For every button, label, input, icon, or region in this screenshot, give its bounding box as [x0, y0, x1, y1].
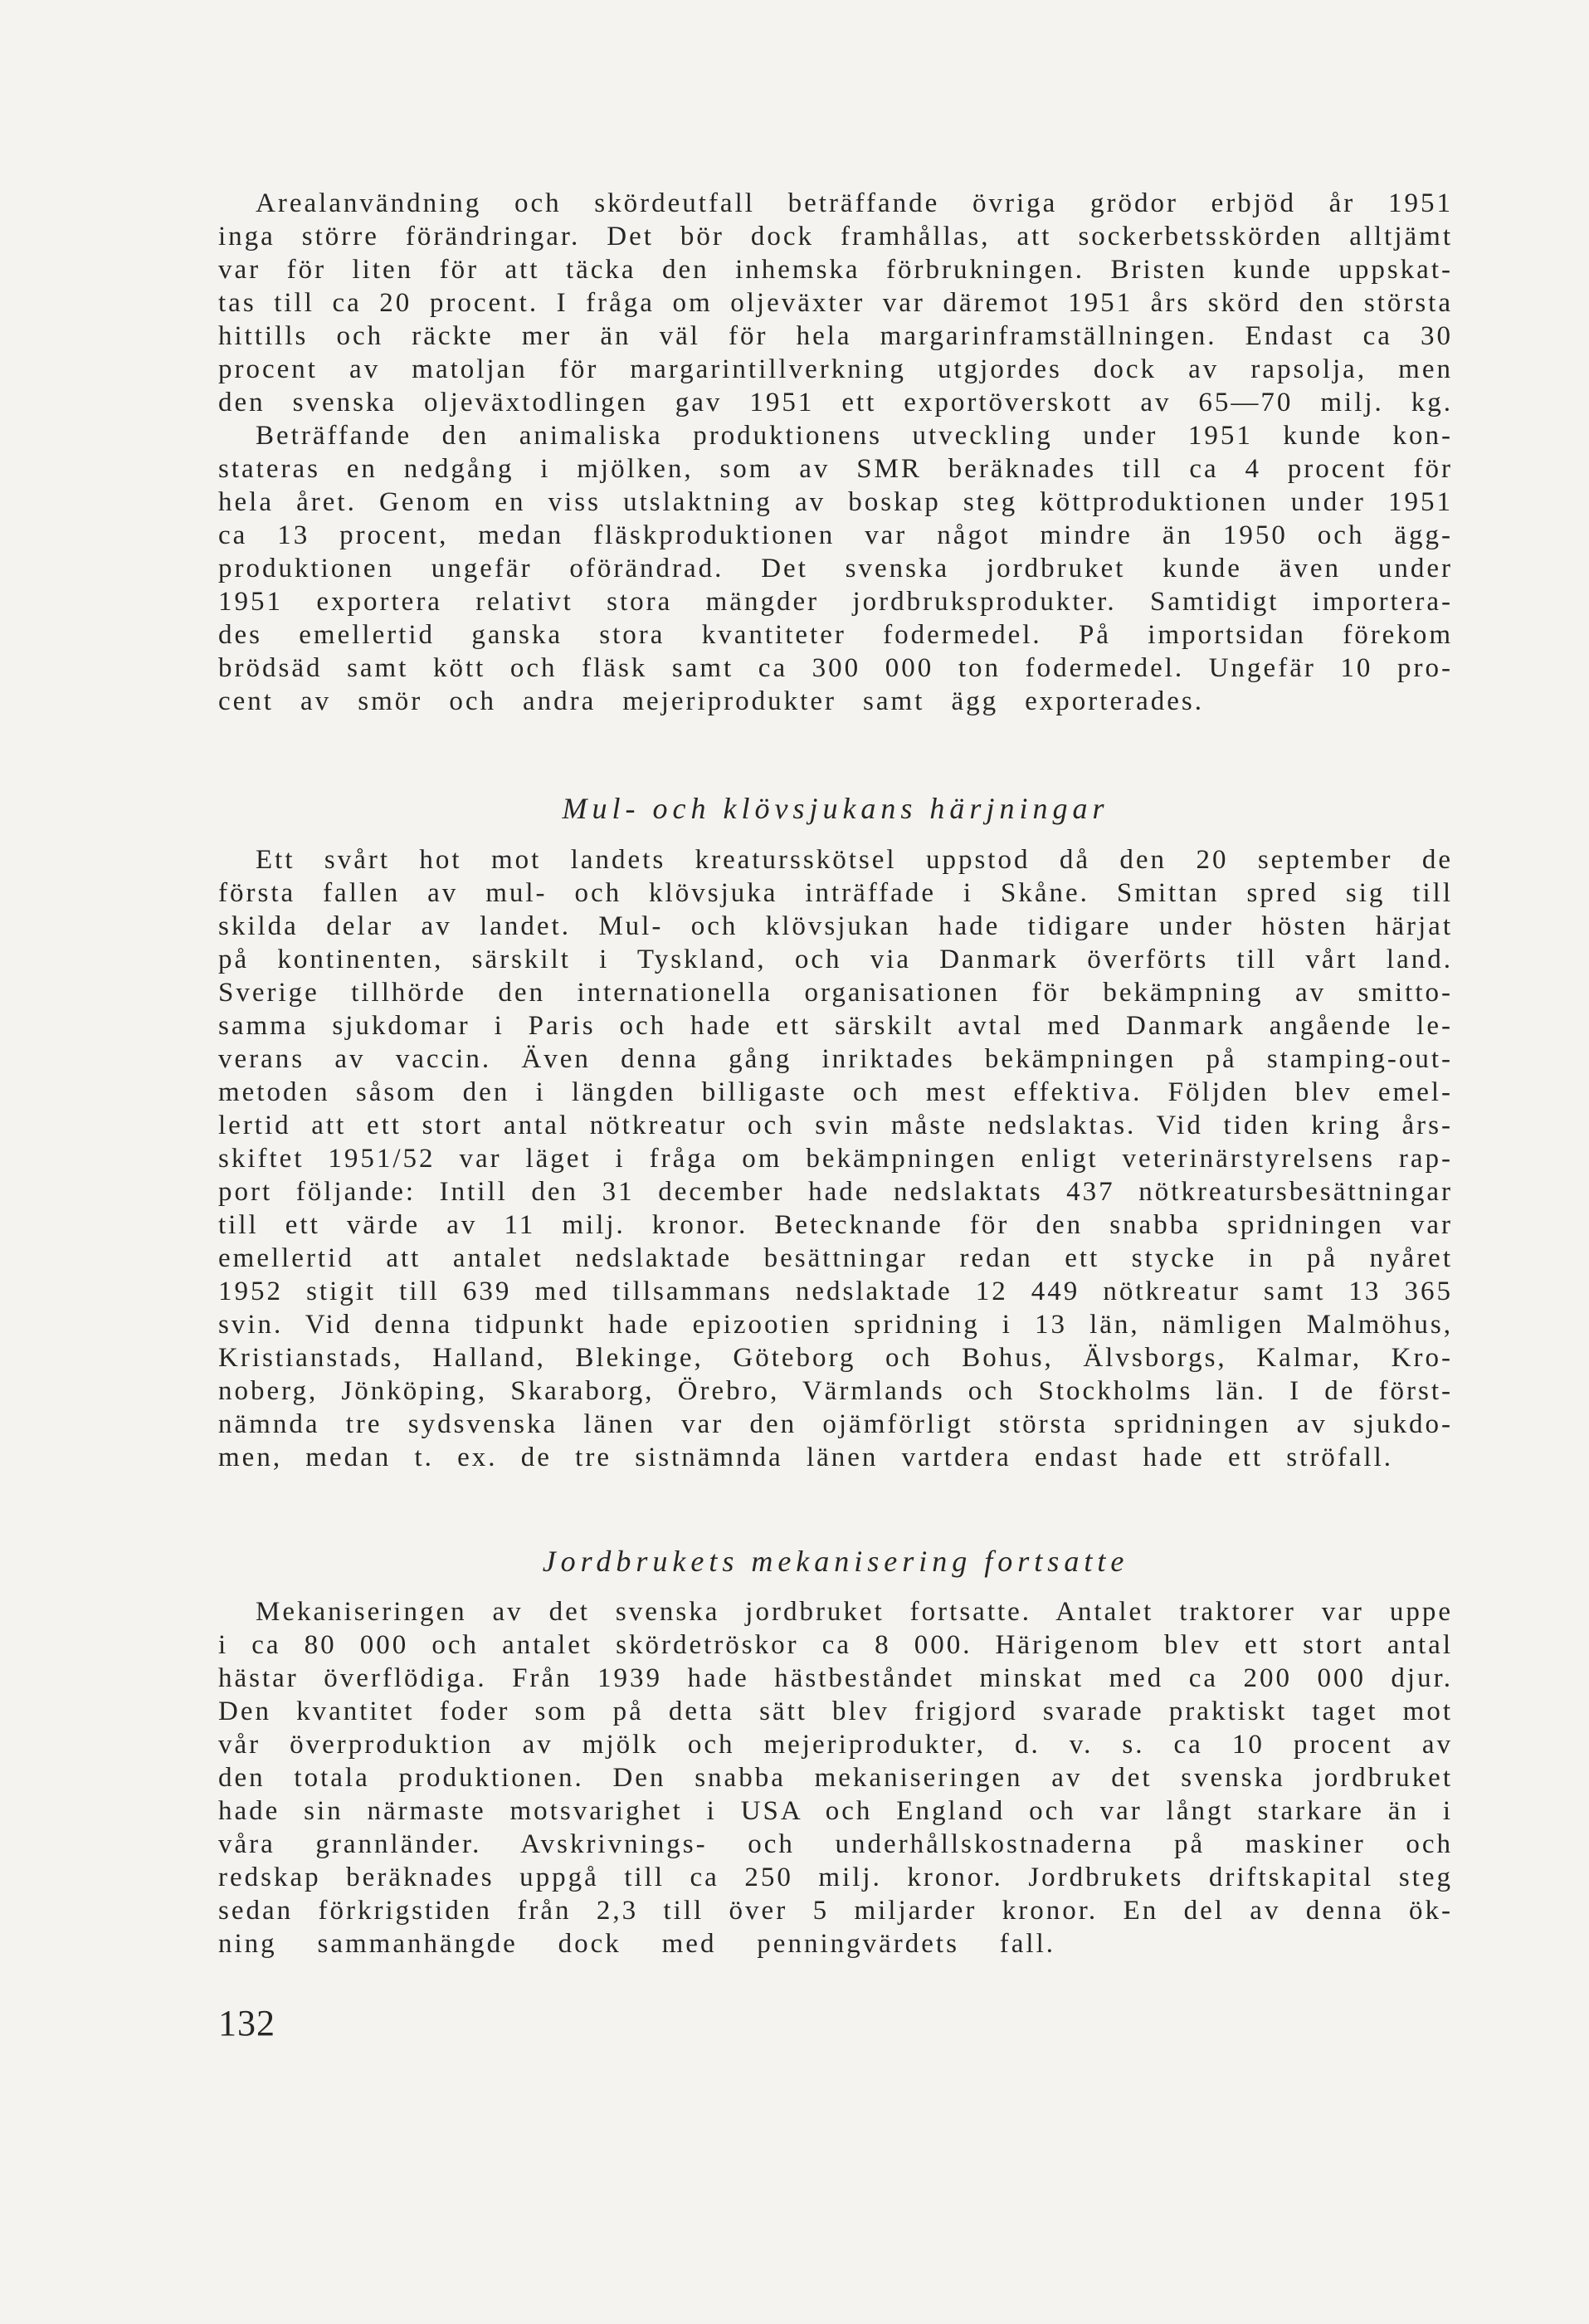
text-line: procent av matoljan för margarintillverkning utgjordes dock av rapsolja, men	[218, 354, 1453, 384]
text-line: hästar överflödiga. Från 1939 hade hästbeståndet minskat med ca 200 000 djur.	[218, 1663, 1453, 1693]
text-block-mechanization	[218, 1595, 1453, 1960]
text-line: lertid att ett stort antal nötkreatur och svin måste nedslaktas. Vid tiden kring års-	[218, 1111, 1453, 1140]
text-block-foot-and-mouth	[218, 843, 1453, 1474]
text-line: den totala produktionen. Den snabba mekaniseringen av det svenska jordbruket	[218, 1763, 1453, 1793]
text-line: 1952 stigit till 639 med tillsammans nedslaktade 12 449 nötkreatur samt 13 365	[218, 1277, 1453, 1306]
text-line: den svenska oljeväxtodlingen gav 1951 ett exportöverskott av 65—70 milj. kg.	[218, 388, 1453, 417]
text-line: sedan förkrigstiden från 2,3 till över 5 miljarder kronor. En del av denna ök-	[218, 1896, 1453, 1926]
text-line: till ett värde av 11 milj. kronor. Betecknande för den snabba spridningen var	[218, 1210, 1453, 1240]
text-line: noberg, Jönköping, Skaraborg, Örebro, Värmlands och Stockholms län. I de först-	[218, 1376, 1453, 1406]
text-line: produktionen ungefär oförändrad. Det svenska jordbruket kunde även under	[218, 554, 1453, 583]
text-line: men, medan t. ex. de tre sistnämnda länen vartdera endast hade ett ströfall.	[218, 1443, 1393, 1472]
text-line: Kristianstads, Halland, Blekinge, Göteborg och Bohus, Älvsborgs, Kalmar, Kro-	[218, 1343, 1453, 1373]
text-line: Beträffande den animaliska produktionens utveckling under 1951 kunde kon-	[256, 421, 1453, 451]
text-line: våra grannländer. Avskrivnings- och underhållskostnaderna på maskiner och	[218, 1829, 1453, 1859]
text-line: nämnda tre sydsvenska länen var den ojämförligt största spridningen av sjukdo-	[218, 1409, 1453, 1439]
paragraph	[218, 187, 1453, 419]
text-line: 1951 exportera relativt stora mängder jordbruksprodukter. Samtidigt importera-	[218, 587, 1453, 617]
section-heading: Jordbrukets mekanisering fortsatte	[542, 1545, 1129, 1578]
text-line: Arealanvändning och skördeutfall beträffande övriga grödor erbjöd år 1951	[256, 188, 1453, 218]
text-line: port följande: Intill den 31 december hade nedslaktats 437 nötkreatursbesättningar	[218, 1177, 1453, 1207]
text-line: vår överproduktion av mjölk och mejeriprodukter, d. v. s. ca 10 procent av	[218, 1730, 1453, 1760]
text-line: samma sjukdomar i Paris och hade ett särskilt avtal med Danmark angående le-	[218, 1011, 1453, 1041]
text-line: metoden såsom den i längden billigaste och mest effektiva. Följden blev emel-	[218, 1077, 1453, 1107]
text-line: Den kvantitet foder som på detta sätt blev frigjord svarade praktiskt taget mot	[218, 1697, 1453, 1726]
text-line: des emellertid ganska stora kvantiteter fodermedel. På importsidan förekom	[218, 620, 1453, 650]
text-line: Ett svårt hot mot landets kreatursskötsel uppstod då den 20 september de	[256, 845, 1453, 875]
text-line: verans av vaccin. Även denna gång inriktades bekämpningen på stamping-out-	[218, 1044, 1453, 1074]
text-line: inga större förändringar. Det bör dock framhållas, att sockerbetsskörden alltjämt	[218, 222, 1453, 251]
text-line: ning sammanhängde dock med penningvärdets fall.	[218, 1929, 1055, 1959]
text-block-agriculture	[218, 187, 1453, 718]
text-line: första fallen av mul- och klövsjuka inträffade i Skåne. Smittan spred sig till	[218, 878, 1453, 908]
text-line: redskap beräknades uppgå till ca 250 milj. kronor. Jordbrukets driftskapital steg	[218, 1863, 1453, 1892]
text-line: stateras en nedgång i mjölken, som av SMR beräknades till ca 4 procent för	[218, 454, 1453, 484]
text-line: svin. Vid denna tidpunkt hade epizootien spridning i 13 län, nämligen Malmöhus,	[218, 1310, 1453, 1340]
text-line: hade sin närmaste motsvarighet i USA och England och var långt starkare än i	[218, 1796, 1453, 1826]
text-line: brödsäd samt kött och fläsk samt ca 300 000 ton fodermedel. Ungefär 10 pro-	[218, 653, 1453, 683]
text-line: cent av smör och andra mejeriprodukter samt ägg exporterades.	[218, 686, 1204, 716]
text-line: skiftet 1951/52 var läget i fråga om bekämpningen enligt veterinärstyrelsens rap-	[218, 1144, 1453, 1174]
paragraph	[218, 419, 1453, 718]
page-number: 132	[218, 2003, 275, 2043]
section-heading: Mul- och klövsjukans härjningar	[562, 792, 1109, 825]
text-line: i ca 80 000 och antalet skördetröskor ca 8 000. Härigenom blev ett stort antal	[218, 1630, 1453, 1660]
text-line: tas till ca 20 procent. I fråga om oljeväxter var däremot 1951 års skörd den största	[218, 288, 1453, 318]
paragraph	[218, 1595, 1453, 1960]
text-line: skilda delar av landet. Mul- och klövsjukan hade tidigare under hösten härjat	[218, 911, 1453, 941]
text-line: emellertid att antalet nedslaktade besättningar redan ett stycke in på nyåret	[218, 1243, 1453, 1273]
text-line: på kontinenten, särskilt i Tyskland, och via Danmark överförts till vårt land.	[218, 945, 1453, 974]
text-line: var för liten för att täcka den inhemska förbrukningen. Bristen kunde uppskat-	[218, 255, 1453, 285]
text-line: hittills och räckte mer än väl för hela margarinframställningen. Endast ca 30	[218, 321, 1453, 351]
text-line: Sverige tillhörde den internationella organisationen för bekämpning av smitto-	[218, 978, 1453, 1008]
paragraph	[218, 843, 1453, 1474]
text-line: hela året. Genom en viss utslaktning av boskap steg köttproduktionen under 1951	[218, 487, 1453, 517]
text-line: ca 13 procent, medan fläskproduktionen var något mindre än 1950 och ägg-	[218, 520, 1453, 550]
text-line: Mekaniseringen av det svenska jordbruket fortsatte. Antalet traktorer var uppe	[256, 1597, 1453, 1627]
